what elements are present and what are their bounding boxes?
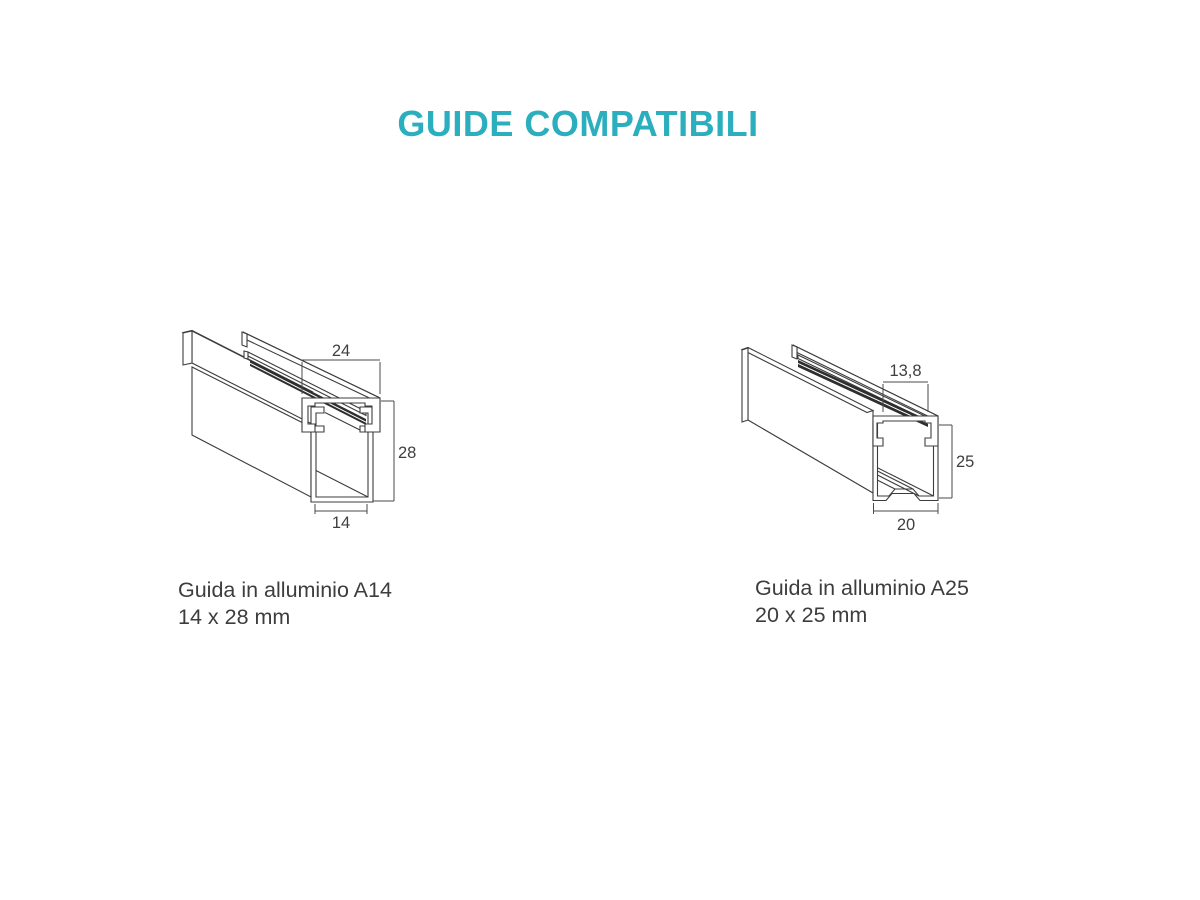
a25-dim-bottom-label: 20 (896, 516, 916, 534)
a25-dimension-bottom-width (874, 503, 939, 534)
figure-caption-a14 (178, 577, 392, 630)
a25-dim-height-label: 25 (956, 453, 975, 471)
page-title: GUIDE COMPATIBILI (397, 103, 759, 144)
a25-dimension-height (939, 425, 974, 498)
caption-product-name: Guida in alluminio A25 (755, 576, 969, 600)
a14-dim-height-label: 28 (398, 444, 417, 462)
a14-dimension-bottom-width (315, 504, 367, 532)
a25-channel-profile (873, 423, 938, 501)
caption-size: 20 x 25 mm (755, 602, 868, 627)
caption-size: 14 x 28 mm (178, 604, 291, 629)
a14-dim-bottom-label: 14 (331, 514, 351, 532)
a14-dim-top-label: 24 (331, 342, 351, 360)
figure-caption-a25 (755, 575, 969, 628)
figure-a14 (165, 318, 430, 533)
a25-technical-drawing (725, 330, 980, 540)
a25-dim-top-label: 13,8 (889, 362, 922, 380)
caption-product-name: Guida in alluminio A14 (178, 578, 392, 602)
figure-a25 (725, 330, 980, 540)
a25-rail-cross-section (873, 416, 938, 446)
a14-technical-drawing (165, 318, 430, 533)
